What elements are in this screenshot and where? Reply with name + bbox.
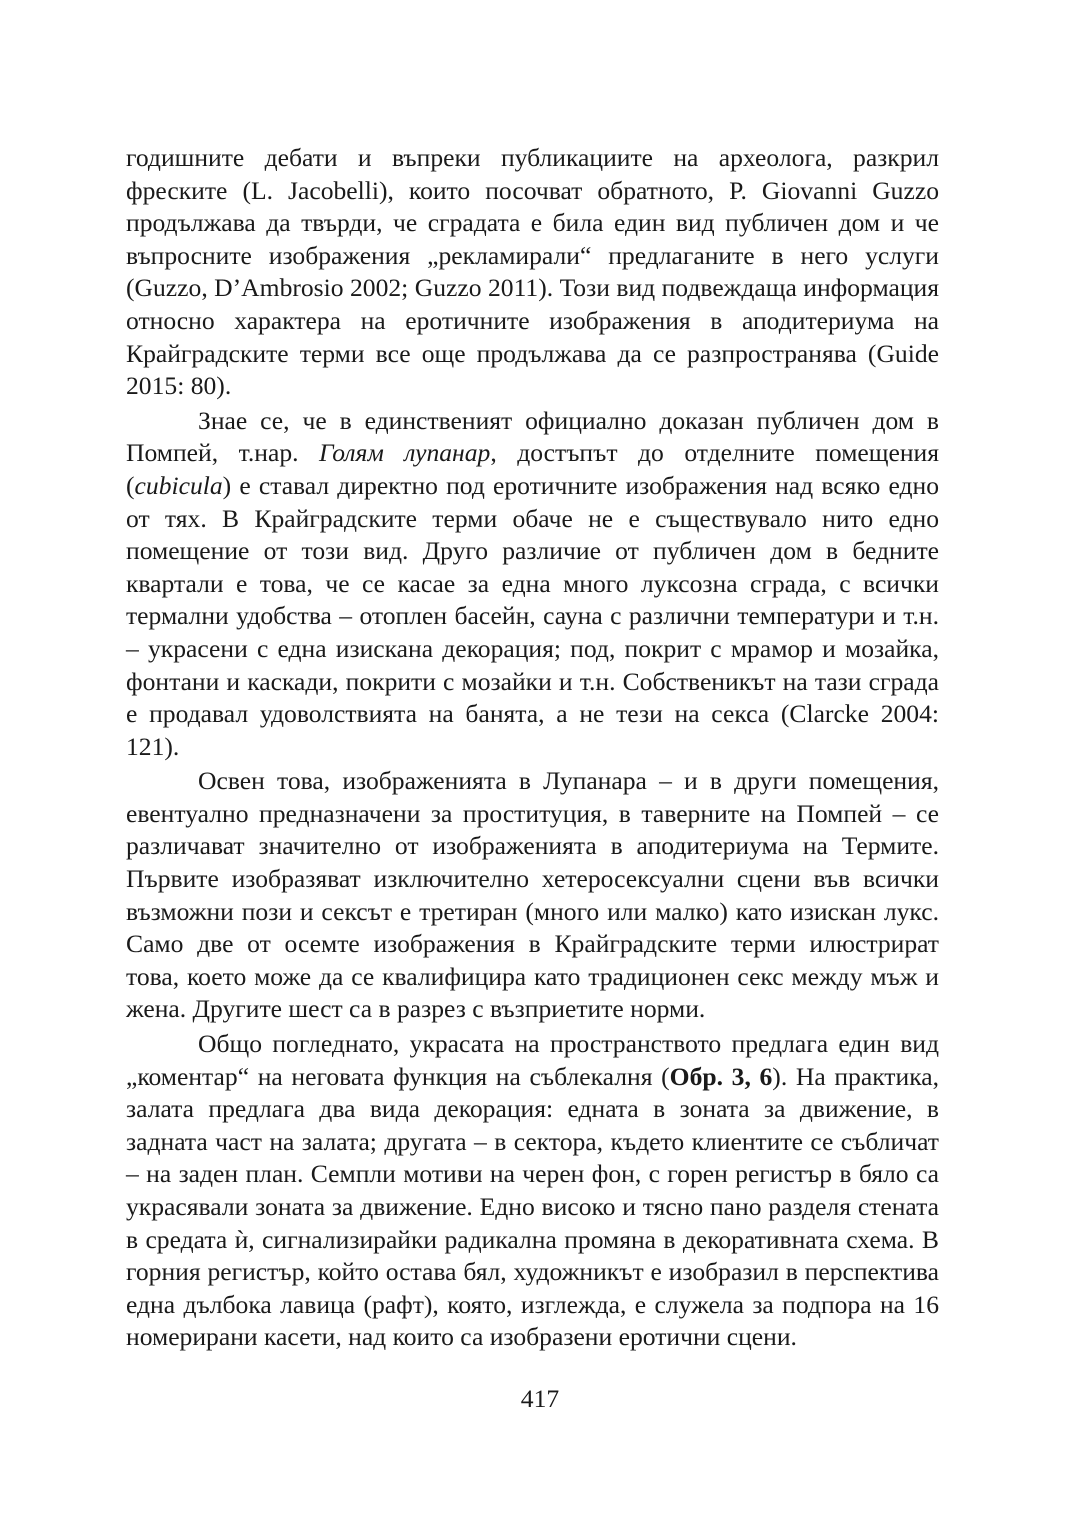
paragraph-2-text-b: , достъпът до отделните помещения ( — [126, 438, 939, 500]
term-big-lupanar: Голям лупанар — [319, 438, 491, 468]
paragraph-4-text-b: ). На практика, залата предлага два вида декорация: едната в зоната за движение, в задната част на залата; другата – в сектора, където клиентите се събличат – на заден план. Семпли мотиви на черен фон, с горен регистър в бяло са украсявали зоната за движение. Едно високо и тясно пано разделя стената в средата ѝ, сигнализирайки радикална промяна в декоративната схема. В горния регистър, който остава бял, художникът е изобразил в перспектива една дълбока лавица (рафт), която, изглежда, е служела за подпора на 16 номерирани касети, над които са изобразени еротични сцени. — [126, 1061, 939, 1352]
paragraph-2 — [126, 405, 939, 764]
body-text — [126, 142, 939, 1354]
term-cubicula: cubicula — [134, 470, 223, 500]
paragraph-4-text-a: Общо погледнато, украсата на пространството предлага един вид „коментар“ на неговата функция на съблекалня ( — [126, 1029, 939, 1091]
paragraph-4 — [126, 1028, 939, 1354]
paragraph-3: Освен това, изображенията в Лупанара – и в други помещения, евентуално предназначени за проституция, в таверните на Помпей – се различават значително от изображенията в аподитериума на Термите. Първите изобразяват изключително хетеросексуални сцени във всички възможни пози и сексът е третиран (много или малко) като изискан лукс. Само две от осемте изображения в Крайградските терми илюстрират това, което може да се квалифицира като традиционен секс между мъж и жена. Другите шест са в разрез с възприетите норми. — [126, 766, 939, 1024]
paragraph-2-text-a: Знае се, че в единственият официално доказан публичен дом в Помпей, т.нар. — [126, 405, 939, 468]
paragraph-2-text-c: ) е ставал директно под еротичните изображения над всяко едно от тях. В Крайградските терми обаче не е съществувало нито едно помещение от този вид. Друго различие от публичен дом в бедните квартали е това, че се касае за една много луксозна сграда, с всички термални удобства – отоплен басейн, сауна с различни температури и т.н. – украсени с една изискана декорация; под, покрит с мрамор и мозайка, фонтани и каскади, покрити с мозайки и т.н. Собственикът на тази сграда е продавал удоволствията на банята, а не тези на секса (Clarcke 2004: 121). — [126, 470, 939, 761]
page-number: 417 — [520, 1384, 560, 1413]
figure-reference: Обр. 3, 6 — [669, 1061, 773, 1091]
paragraph-1: годишните дебати и въпреки публикациите на археолога, разкрил фреските (L. Jacobelli), които посочват обратното, P. Giovanni Guzzo продължава да твърди, че сградата е била един вид публичен дом и че въпросните изображения „рекламирали“ предлаганите в него услуги (Guzzo, D’Ambrosio 2002; Guzzo 2011). Този вид подвеждаща информация относно характера на еротичните изображения в аподитериума на Крайградските терми все още продължава да се разпространява (Guide 2015: 80). — [126, 143, 939, 401]
